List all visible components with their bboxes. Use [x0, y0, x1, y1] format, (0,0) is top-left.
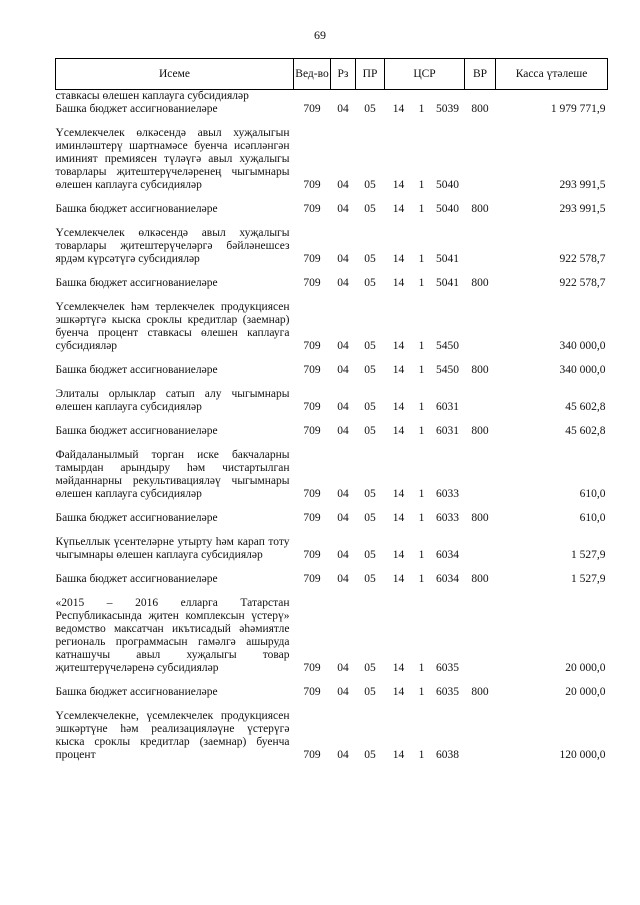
row-csr-3: 6035 [436, 662, 460, 674]
table-row [56, 536, 608, 562]
row-ved: 709 [303, 277, 321, 289]
row-csr-3: 5040 [436, 203, 460, 215]
row-csr-2: 1 [418, 488, 425, 500]
row-spacer [56, 266, 608, 277]
row-rz: 04 [337, 103, 349, 115]
row-amount: 610,0 [579, 488, 606, 500]
row-spacer [56, 414, 608, 425]
row-csr-2: 1 [418, 179, 425, 191]
row-csr-3: 6038 [436, 749, 460, 761]
row-csr-1: 14 [392, 340, 405, 352]
row-amount: 20 000,0 [565, 686, 606, 698]
row-csr-2: 1 [418, 401, 425, 413]
row-csr-2: 1 [418, 512, 425, 524]
row-ved: 709 [303, 425, 321, 437]
row-ved: 709 [303, 203, 321, 215]
row-name: Башка бюджет ассигнованиеләре [55, 364, 218, 376]
row-pr: 05 [364, 686, 376, 698]
table-row [56, 388, 608, 414]
row-amount: 293 991,5 [559, 203, 606, 215]
row-csr-3: 6031 [436, 401, 460, 413]
row-vr: 800 [471, 364, 489, 376]
row-csr-1: 14 [392, 662, 405, 674]
row-rz: 04 [337, 662, 349, 674]
row-ved: 709 [303, 179, 321, 191]
header-vr: ВР [465, 59, 496, 90]
header-csr: ЦСР [385, 59, 465, 90]
row-ved: 709 [303, 488, 321, 500]
row-name: Башка бюджет ассигнованиеләре [55, 425, 218, 437]
row-amount: 45 602,8 [565, 425, 606, 437]
table-row [56, 203, 608, 216]
row-spacer [56, 562, 608, 573]
table-row [56, 512, 608, 525]
header-rz: Рз [331, 59, 356, 90]
row-pr: 05 [364, 253, 376, 265]
row-vr: 800 [471, 512, 489, 524]
row-name: Башка бюджет ассигнованиеләре [55, 203, 218, 215]
row-ved: 709 [303, 749, 321, 761]
row-amount: 1 527,9 [571, 573, 606, 585]
row-spacer [56, 699, 608, 710]
row-vr [465, 127, 496, 192]
row-rz: 04 [337, 549, 349, 561]
row-vr [465, 388, 496, 414]
row-spacer [56, 353, 608, 364]
row-csr-3: 5450 [436, 340, 460, 352]
row-pr: 05 [364, 488, 376, 500]
row-ved: 709 [303, 573, 321, 585]
row-vr [465, 536, 496, 562]
row-name: Үсемлекчелек һәм терлекчелек продукциясен эшкәртүгә кыска сроклы кредитлар (заемнар) буенча процент ставкасы өлешен каплауга субсидияләр [55, 301, 290, 352]
table-body [56, 90, 608, 763]
table-row [56, 277, 608, 290]
table-row [56, 710, 608, 762]
row-amount: 922 578,7 [559, 253, 606, 265]
row-csr-2: 1 [418, 425, 425, 437]
row-rz: 04 [337, 179, 349, 191]
row-amount: 340 000,0 [559, 364, 606, 376]
row-csr-3: 5041 [436, 253, 460, 265]
row-pr: 05 [364, 749, 376, 761]
row-csr-2: 1 [418, 277, 425, 289]
row-csr-3: 5040 [436, 179, 460, 191]
row-pr: 05 [364, 549, 376, 561]
row-vr [465, 710, 496, 762]
row-csr-3: 5041 [436, 277, 460, 289]
row-amount: 1 979 771,9 [550, 103, 606, 115]
row-name: Башка бюджет ассигнованиеләре [55, 512, 218, 524]
header-name: Исеме [56, 59, 294, 90]
row-spacer [56, 586, 608, 597]
row-amount: 610,0 [579, 512, 606, 524]
row-csr-2: 1 [418, 662, 425, 674]
row-spacer [56, 116, 608, 127]
continuation-row [56, 90, 608, 104]
row-name: «2015 – 2016 елларга Татарстан Республикасында җитен комплексын үстерү» ведомство максатчан икътисадый әһәмиятле региональ программасын гамәлгә ашыруда катнашучы авыл хуҗалыгы товар җитештерүчеләренә субсидияләр [55, 597, 290, 674]
row-name: Үсемлекчелек өлкәсендә авыл хуҗалыгы товарлары җитештерүчеләргә бәйләнешсез ярдәм күрсәтүгә субсидияләр [55, 227, 290, 265]
row-rz: 04 [337, 425, 349, 437]
row-csr-2: 1 [418, 103, 425, 115]
row-spacer [56, 438, 608, 449]
row-name: Башка бюджет ассигнованиеләре [55, 277, 218, 289]
row-amount: 1 527,9 [571, 549, 606, 561]
row-spacer [56, 290, 608, 301]
row-vr: 800 [471, 203, 489, 215]
continuation-text: ставкасы өлешен каплауга субсидияләр [55, 90, 249, 102]
row-csr-3: 6033 [436, 488, 460, 500]
page-number: 69 [314, 28, 326, 42]
table-row [56, 364, 608, 377]
row-csr-1: 14 [392, 686, 405, 698]
row-ved: 709 [303, 512, 321, 524]
row-pr: 05 [364, 401, 376, 413]
row-rz: 04 [337, 340, 349, 352]
row-spacer [56, 377, 608, 388]
row-csr-3: 5450 [436, 364, 460, 376]
row-amount: 45 602,8 [565, 401, 606, 413]
row-name: Башка бюджет ассигнованиеләре [55, 573, 218, 585]
row-pr: 05 [364, 203, 376, 215]
row-csr-2: 1 [418, 253, 425, 265]
table-row [56, 686, 608, 699]
header-pr: ПР [356, 59, 385, 90]
row-csr-3: 6035 [436, 686, 460, 698]
row-spacer [56, 192, 608, 203]
table-row [56, 227, 608, 266]
row-csr-3: 6033 [436, 512, 460, 524]
row-rz: 04 [337, 686, 349, 698]
row-rz: 04 [337, 364, 349, 376]
row-csr-1: 14 [392, 549, 405, 561]
row-vr: 800 [471, 686, 489, 698]
row-csr-2: 1 [418, 749, 425, 761]
row-csr-1: 14 [392, 425, 405, 437]
row-ved: 709 [303, 401, 321, 413]
row-csr-2: 1 [418, 549, 425, 561]
row-ved: 709 [303, 253, 321, 265]
table-header-row [56, 59, 608, 90]
row-pr: 05 [364, 662, 376, 674]
row-csr-2: 1 [418, 686, 425, 698]
table-row [56, 449, 608, 501]
header-kassa: Касса үтәлеше [496, 59, 608, 90]
row-csr-2: 1 [418, 203, 425, 215]
row-csr-2: 1 [418, 364, 425, 376]
row-rz: 04 [337, 401, 349, 413]
row-ved: 709 [303, 549, 321, 561]
row-rz: 04 [337, 277, 349, 289]
row-pr: 05 [364, 573, 376, 585]
row-csr-3: 6034 [436, 573, 460, 585]
row-vr: 800 [471, 277, 489, 289]
table-row [56, 301, 608, 353]
table-row [56, 597, 608, 675]
row-ved: 709 [303, 103, 321, 115]
row-spacer [56, 216, 608, 227]
row-name: Үсемлекчелек өлкәсендә авыл хуҗалыгын иминләштерү шартнамәсе буенча исәпләнгән иминият премиясен түләүгә авыл хуҗалыгы товарлары җитештерүчеләренең чыгымнары өлешен каплауга субсидияләр [55, 127, 290, 191]
row-csr-3: 6034 [436, 549, 460, 561]
row-csr-1: 14 [392, 103, 405, 115]
row-amount: 120 000,0 [559, 749, 606, 761]
budget-table [55, 58, 608, 762]
row-name: Үсемлекчелекне, үсемлекчелек продукциясен эшкәртүне һәм реализацияләүне үстерүгә кыска сроклы кредитлар (заемнар) буенча процент [55, 710, 290, 761]
row-pr: 05 [364, 277, 376, 289]
row-pr: 05 [364, 364, 376, 376]
row-csr-2: 1 [418, 340, 425, 352]
row-name: Күпьеллык үсентеләрне утырту һәм карап тоту чыгымнары өлешен каплауга субсидияләр [55, 536, 290, 561]
row-csr-3: 6031 [436, 425, 460, 437]
row-rz: 04 [337, 749, 349, 761]
row-ved: 709 [303, 662, 321, 674]
table-row [56, 103, 608, 116]
row-ved: 709 [303, 686, 321, 698]
row-rz: 04 [337, 573, 349, 585]
row-csr-1: 14 [392, 488, 405, 500]
row-csr-1: 14 [392, 253, 405, 265]
row-vr: 800 [471, 573, 489, 585]
row-vr [465, 227, 496, 266]
row-rz: 04 [337, 253, 349, 265]
row-rz: 04 [337, 203, 349, 215]
row-pr: 05 [364, 425, 376, 437]
row-name: Башка бюджет ассигнованиеләре [55, 686, 218, 698]
row-csr-1: 14 [392, 203, 405, 215]
row-csr-1: 14 [392, 277, 405, 289]
row-csr-3: 5039 [436, 103, 460, 115]
row-spacer [56, 501, 608, 512]
row-rz: 04 [337, 488, 349, 500]
row-vr [465, 449, 496, 501]
row-csr-1: 14 [392, 179, 405, 191]
row-pr: 05 [364, 512, 376, 524]
row-csr-1: 14 [392, 401, 405, 413]
row-csr-1: 14 [392, 573, 405, 585]
row-spacer [56, 525, 608, 536]
row-csr-1: 14 [392, 512, 405, 524]
row-csr-1: 14 [392, 364, 405, 376]
row-ved: 709 [303, 340, 321, 352]
row-vr [465, 597, 496, 675]
row-amount: 922 578,7 [559, 277, 606, 289]
row-vr: 800 [471, 103, 489, 115]
row-pr: 05 [364, 340, 376, 352]
table-row [56, 127, 608, 192]
table-row [56, 425, 608, 438]
row-name: Элиталы орлыклар сатып алу чыгымнары өлешен каплауга субсидияләр [55, 388, 290, 413]
row-name: Файдаланылмый торган иске бакчаларны тамырдан арындыру һәм чистартылган мәйданнарны рекультивацияләү чыгымнары өлешен каплауга субсидияләр [55, 449, 290, 500]
row-pr: 05 [364, 179, 376, 191]
header-ved: Вед-во [294, 59, 331, 90]
row-csr-1: 14 [392, 749, 405, 761]
row-name: Башка бюджет ассигнованиеләре [55, 103, 218, 115]
row-rz: 04 [337, 512, 349, 524]
row-ved: 709 [303, 364, 321, 376]
row-amount: 340 000,0 [559, 340, 606, 352]
row-pr: 05 [364, 103, 376, 115]
table-row [56, 573, 608, 586]
row-vr: 800 [471, 425, 489, 437]
row-csr-2: 1 [418, 573, 425, 585]
row-amount: 293 991,5 [559, 179, 606, 191]
row-vr [465, 301, 496, 353]
row-amount: 20 000,0 [565, 662, 606, 674]
row-spacer [56, 675, 608, 686]
